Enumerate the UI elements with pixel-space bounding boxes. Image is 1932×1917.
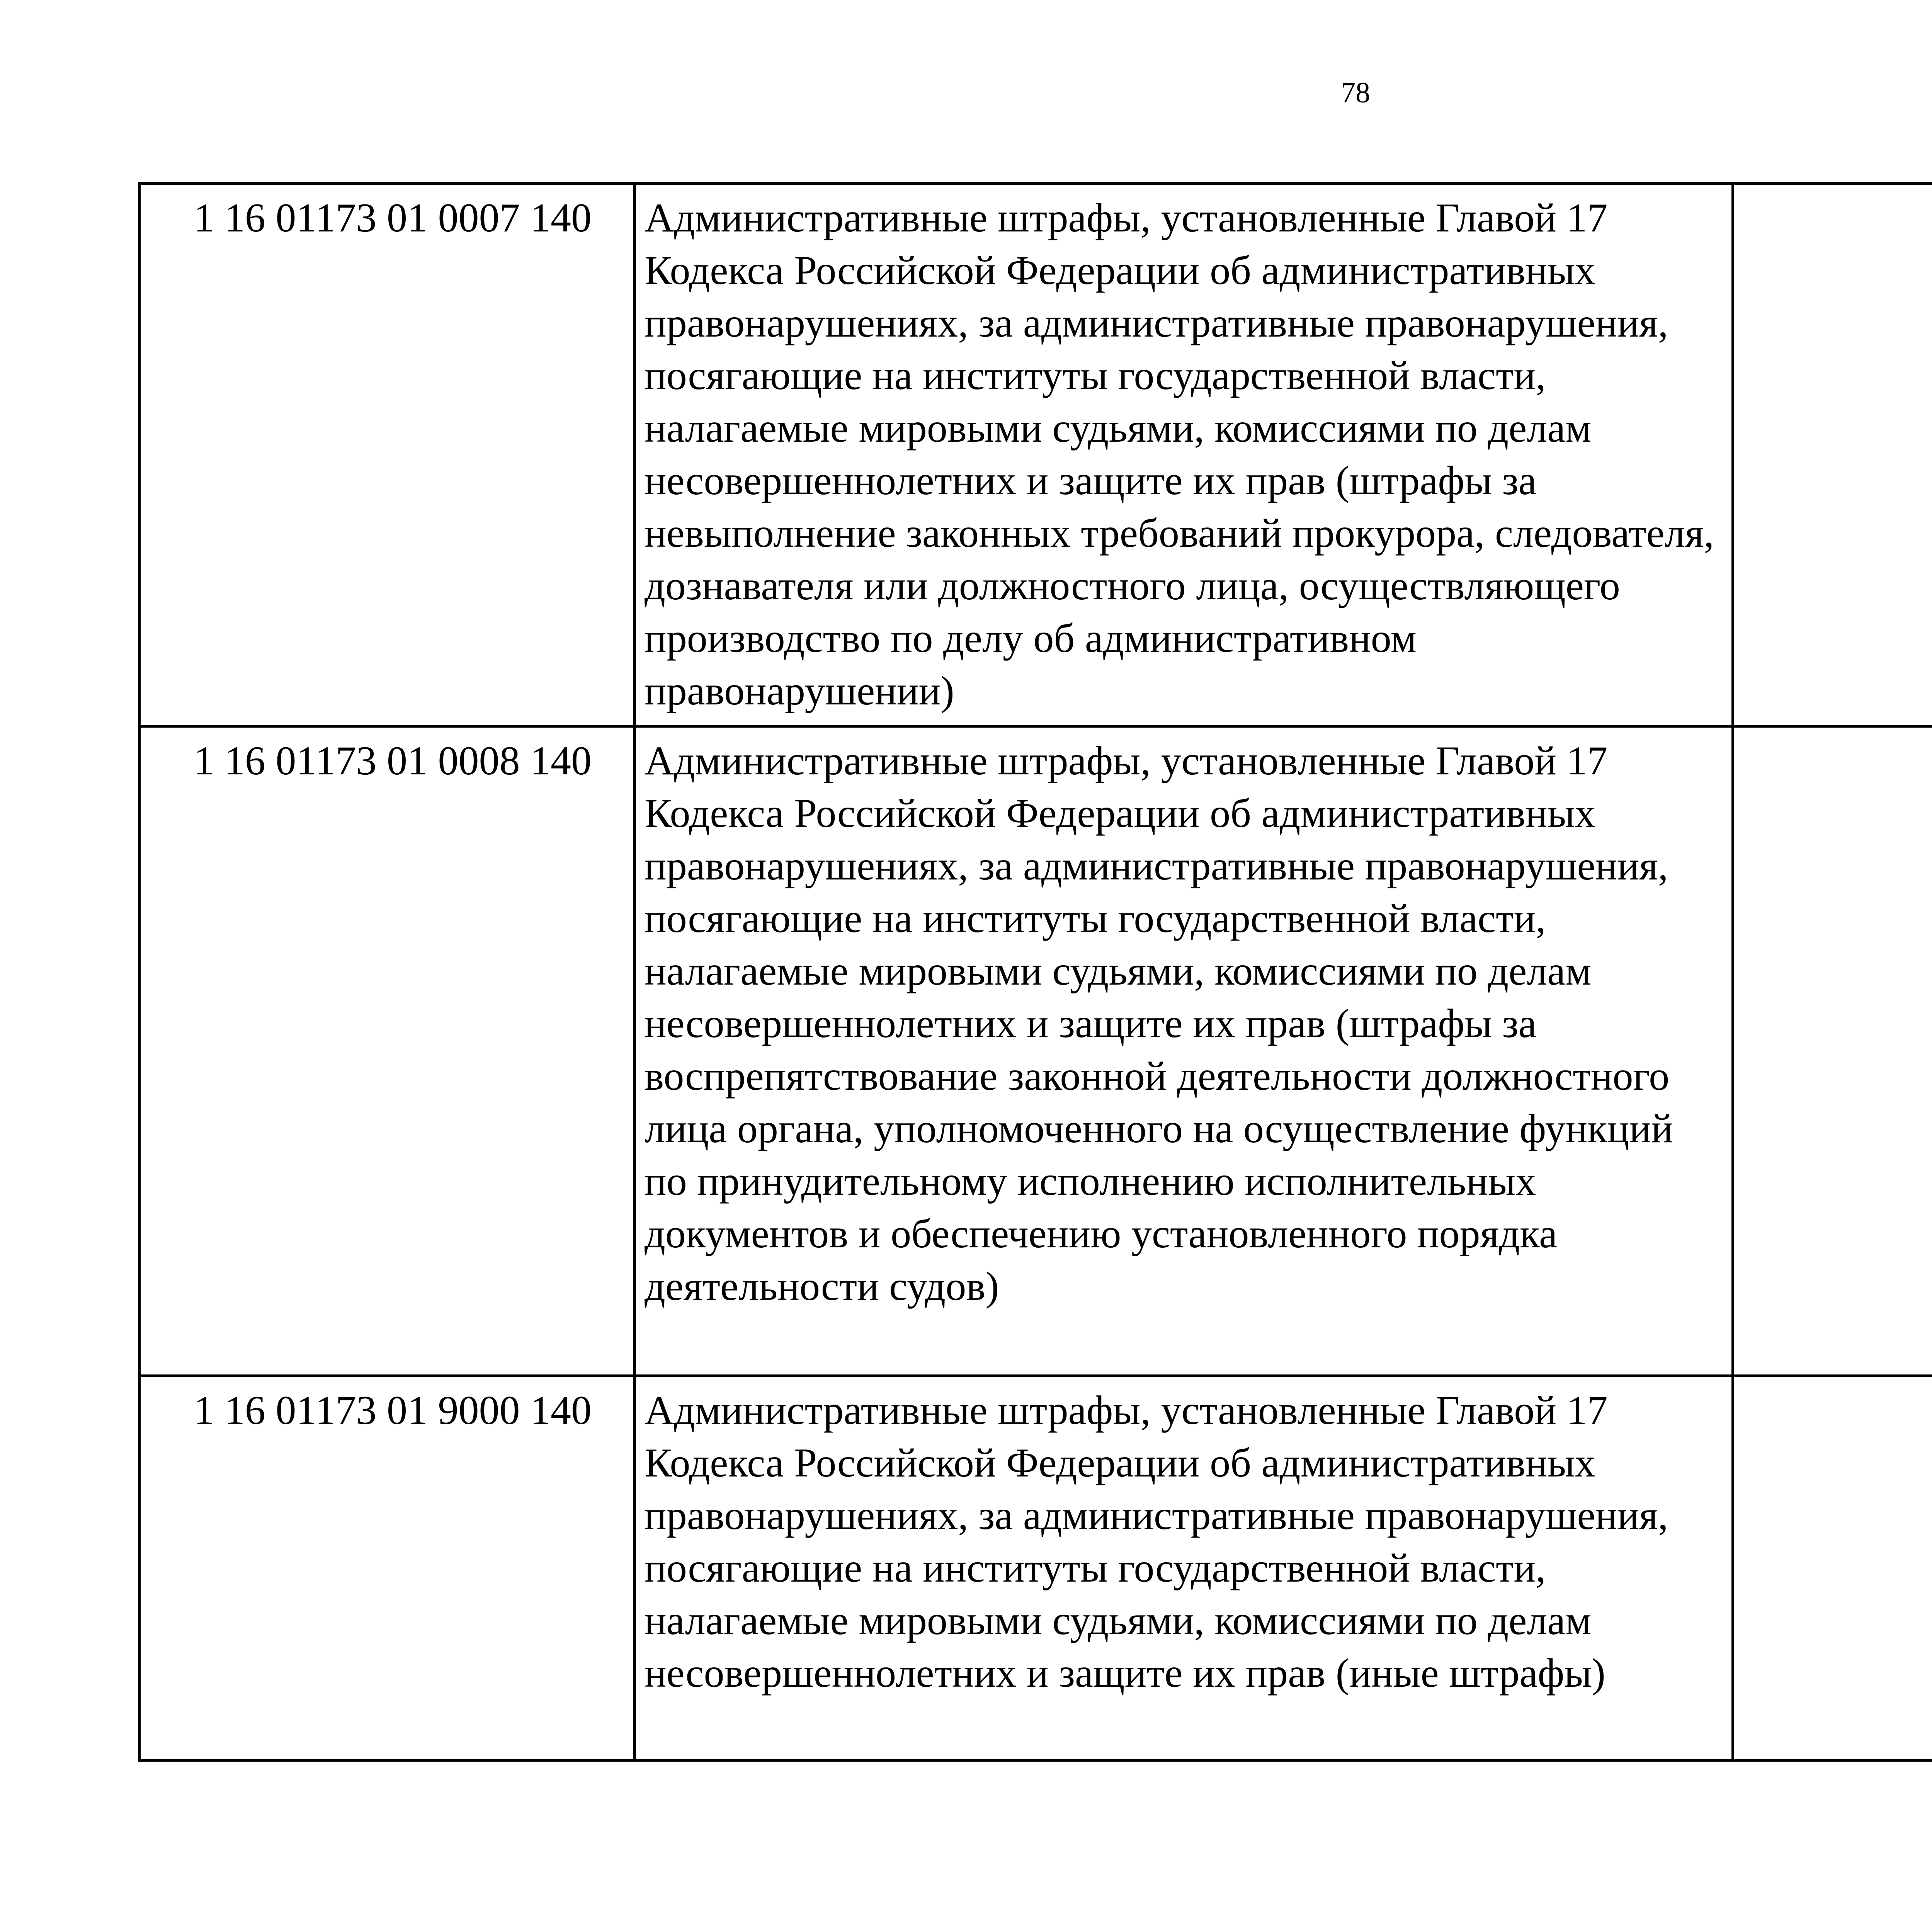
kbk-code: 1 16 01173 01 0007 140 (139, 184, 635, 726)
income-description: Административные штрафы, установленные Главой 17 Кодекса Российской Федерации об административных правонарушениях, за административные правонарушения, посягающие на институты государственной власти, налагаемые мировыми судьями, комиссиями по делам несовершеннолетних и защите их прав (штрафы за невыполнение законных требований прокурора, следователя, дознавателя или должностного лица, осуществляющего производство по делу об административном правонарушении) (635, 184, 1733, 726)
income-description: Административные штрафы, установленные Главой 17 Кодекса Российской Федерации об административных правонарушениях, за административные правонарушения, посягающие на институты государственной власти, налагаемые мировыми судьями, комиссиями по делам несовершеннолетних и защите их прав (иные штрафы) (635, 1376, 1733, 1761)
table-row (139, 726, 1932, 1376)
budget-table (138, 182, 1932, 1762)
income-description: Административные штрафы, установленные Главой 17 Кодекса Российской Федерации об административных правонарушениях, за административные правонарушения, посягающие на институты государственной власти, налагаемые мировыми судьями, комиссиями по делам несовершеннолетних и защите их прав (штрафы за воспрепятствование законной деятельности должностного лица органа, уполномоченного на осуществление функций по принудительному исполнению исполнительных документов и обеспечению установленного порядка деятельности судов) (635, 726, 1733, 1376)
kbk-code: 1 16 01173 01 0008 140 (139, 726, 635, 1376)
amount-year-1 (1733, 726, 1932, 1376)
page-number: 78 (1341, 77, 1370, 109)
kbk-code: 1 16 01173 01 9000 140 (139, 1376, 635, 1761)
amount-year-1 (1733, 1376, 1932, 1761)
amount-year-1 (1733, 184, 1932, 726)
table-row (139, 184, 1932, 726)
table-row (139, 1376, 1932, 1761)
